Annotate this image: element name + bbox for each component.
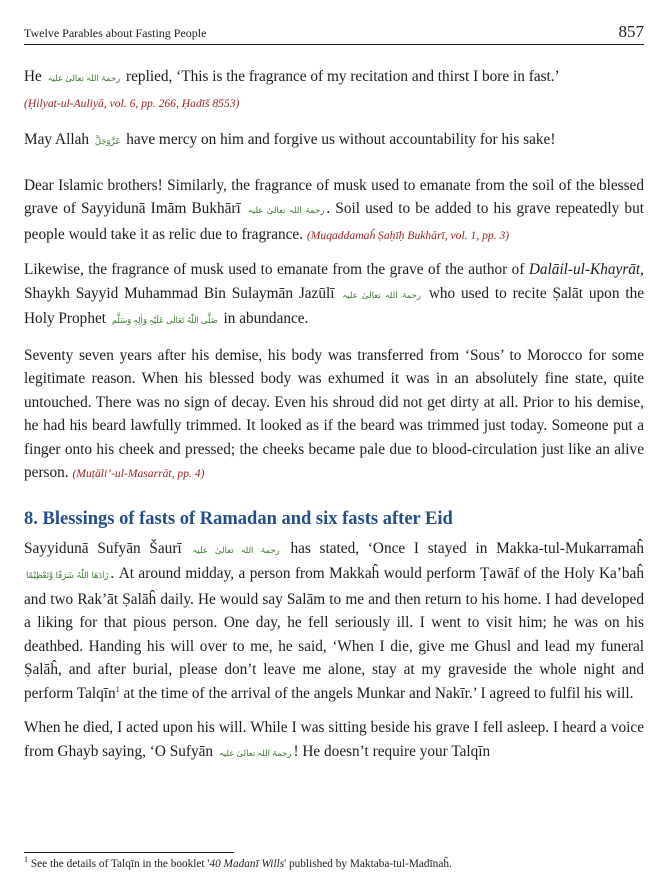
honorific-rahmat: رحمۃ اللہ تعالیٰ علیہ	[247, 205, 325, 215]
honorific-prophet: صَلَّی اللّٰہُ تَعَالٰی عَلَیْہِ وَاٰلِہٖ وَسَلَّم	[111, 316, 218, 325]
honorific-rahmat: رحمۃ اللہ تعالیٰ علیہ	[47, 73, 121, 83]
honorific-azza-wa-jal: عَزَّوَجَلَّ	[94, 136, 121, 146]
text: . Soil used to be added to his grave repeatedly but people would take it as relic due to fragrance.	[24, 200, 644, 243]
text: who used to recite Ṣalāt upon the Holy Prophet	[24, 284, 645, 327]
footnote	[24, 857, 452, 871]
footnote-divider	[24, 852, 234, 853]
text: replied, ‘This is the fragrance of my recitation and thirst I bore in fast.’	[126, 68, 560, 85]
text: See the details of Talqīn in the booklet '	[28, 858, 210, 870]
running-title: Twelve Parables about Fasting People	[24, 26, 207, 40]
honorific-rahmat: رحمۃ اللہ تعالیٰ علیہ	[192, 544, 280, 555]
section-heading: 8. Blessings of fasts of Ramadan and six fasts after Eid	[24, 508, 453, 529]
paragraph-2	[24, 128, 644, 154]
paragraph-5	[24, 344, 644, 486]
text: Likewise, the fragrance of musk used to emanate from the grave of the author of	[24, 261, 525, 278]
paragraph-6	[24, 537, 644, 706]
page-number: 857	[618, 22, 644, 41]
page-body	[24, 65, 644, 765]
text: have mercy on him and forgive us without accountability for his sake!	[126, 131, 556, 148]
citation: (Muqaddamaĥ Ṣaḥīḥ Bukhārī, vol. 1, pp. 3)	[306, 228, 510, 242]
book-title: Dalāil-ul-Khayrāt	[528, 261, 641, 278]
text: Sayyidunā Sufyān Šaurī	[24, 539, 182, 557]
text: Seventy seven years after his demise, his body was transferred from ‘Sous’ to Morocco for some legitimate reason. When his blessed body was exhumed it was in an absolutely fine state, quite untouched. There was no sign of decay. Even his shroud did not get dirty at all. Prior to his demise, he had his beard lawfully trimmed. It looked as if the beard was trimmed just today. Someone put a finger onto his cheek and pressed; the cheeks became pale due to blood-circulation just like an alive person.	[24, 346, 644, 481]
text: has stated, ‘Once I stayed in Makka-tul-Mukarramaĥ	[290, 539, 644, 557]
honorific-makkah: زَادَھَا اللّٰہُ شَرَفًا وَّتَعْظِیْمًا	[26, 571, 109, 580]
text: in abundance.	[223, 310, 309, 327]
text: May Allah	[24, 131, 90, 148]
honorific-rahmat: رحمۃ اللہ تعالیٰ علیہ	[218, 747, 292, 758]
text: ! He doesn’t require your Talqīn	[293, 742, 491, 760]
text: , Shaykh Sayyid Muhammad Bin Sulaymān Jazūlī	[24, 261, 644, 302]
text: at the time of the arrival of the angels Munkar and Nakīr.’ I agreed to fulfil his will.	[123, 684, 634, 702]
citation: (Muṭāli’-ul-Masarrāt, pp. 4)	[72, 467, 205, 480]
citation: (Ḥilyat-ul-Auliyā, vol. 6, pp. 266, Ḥadīš 8553)	[24, 96, 240, 110]
paragraph-1	[24, 65, 644, 115]
footnote-number: 1	[24, 855, 28, 865]
text: He	[24, 68, 42, 85]
paragraph-7	[24, 716, 644, 765]
text: . At around midday, a person from Makkaĥ would perform Ṭawāf of the Holy Ka’baĥ and two Rak’āt Ṣalāĥ daily. He would say Salām to me and then return to his home. I had developed a liking for that pious person. One day, he fell seriously ill. I went to visit him; he was on his deathbed. Handing his will over to me, he said, ‘When I die, give me Ghusl and lead my funeral Ṣalāĥ, and after burial, please don’t leave me alone, stay at my graveside the whole night and perform Talqīn	[24, 565, 644, 702]
text: ' published by Maktaba-tul-Madīnaĥ.	[284, 858, 452, 870]
paragraph-4	[24, 258, 644, 333]
page-header	[24, 0, 644, 45]
text: When he died, I acted upon his will. While I was sitting beside his grave I fell asleep. I heard a voice from Ghayb saying, ‘O Sufyān	[24, 719, 644, 760]
footnote-ref[interactable]: 1	[115, 684, 120, 694]
paragraph-3	[24, 174, 644, 248]
footnote-book-title: 40 Madanī Wills	[209, 858, 285, 870]
text: Dear Islamic brothers! Similarly, the fragrance of musk used to emanate from the soil of the blessed grave of Sayyidunā Imām Bukhārī	[24, 176, 644, 217]
honorific-rahmat: رحمۃ اللہ تعالیٰ علیہ	[342, 289, 421, 300]
